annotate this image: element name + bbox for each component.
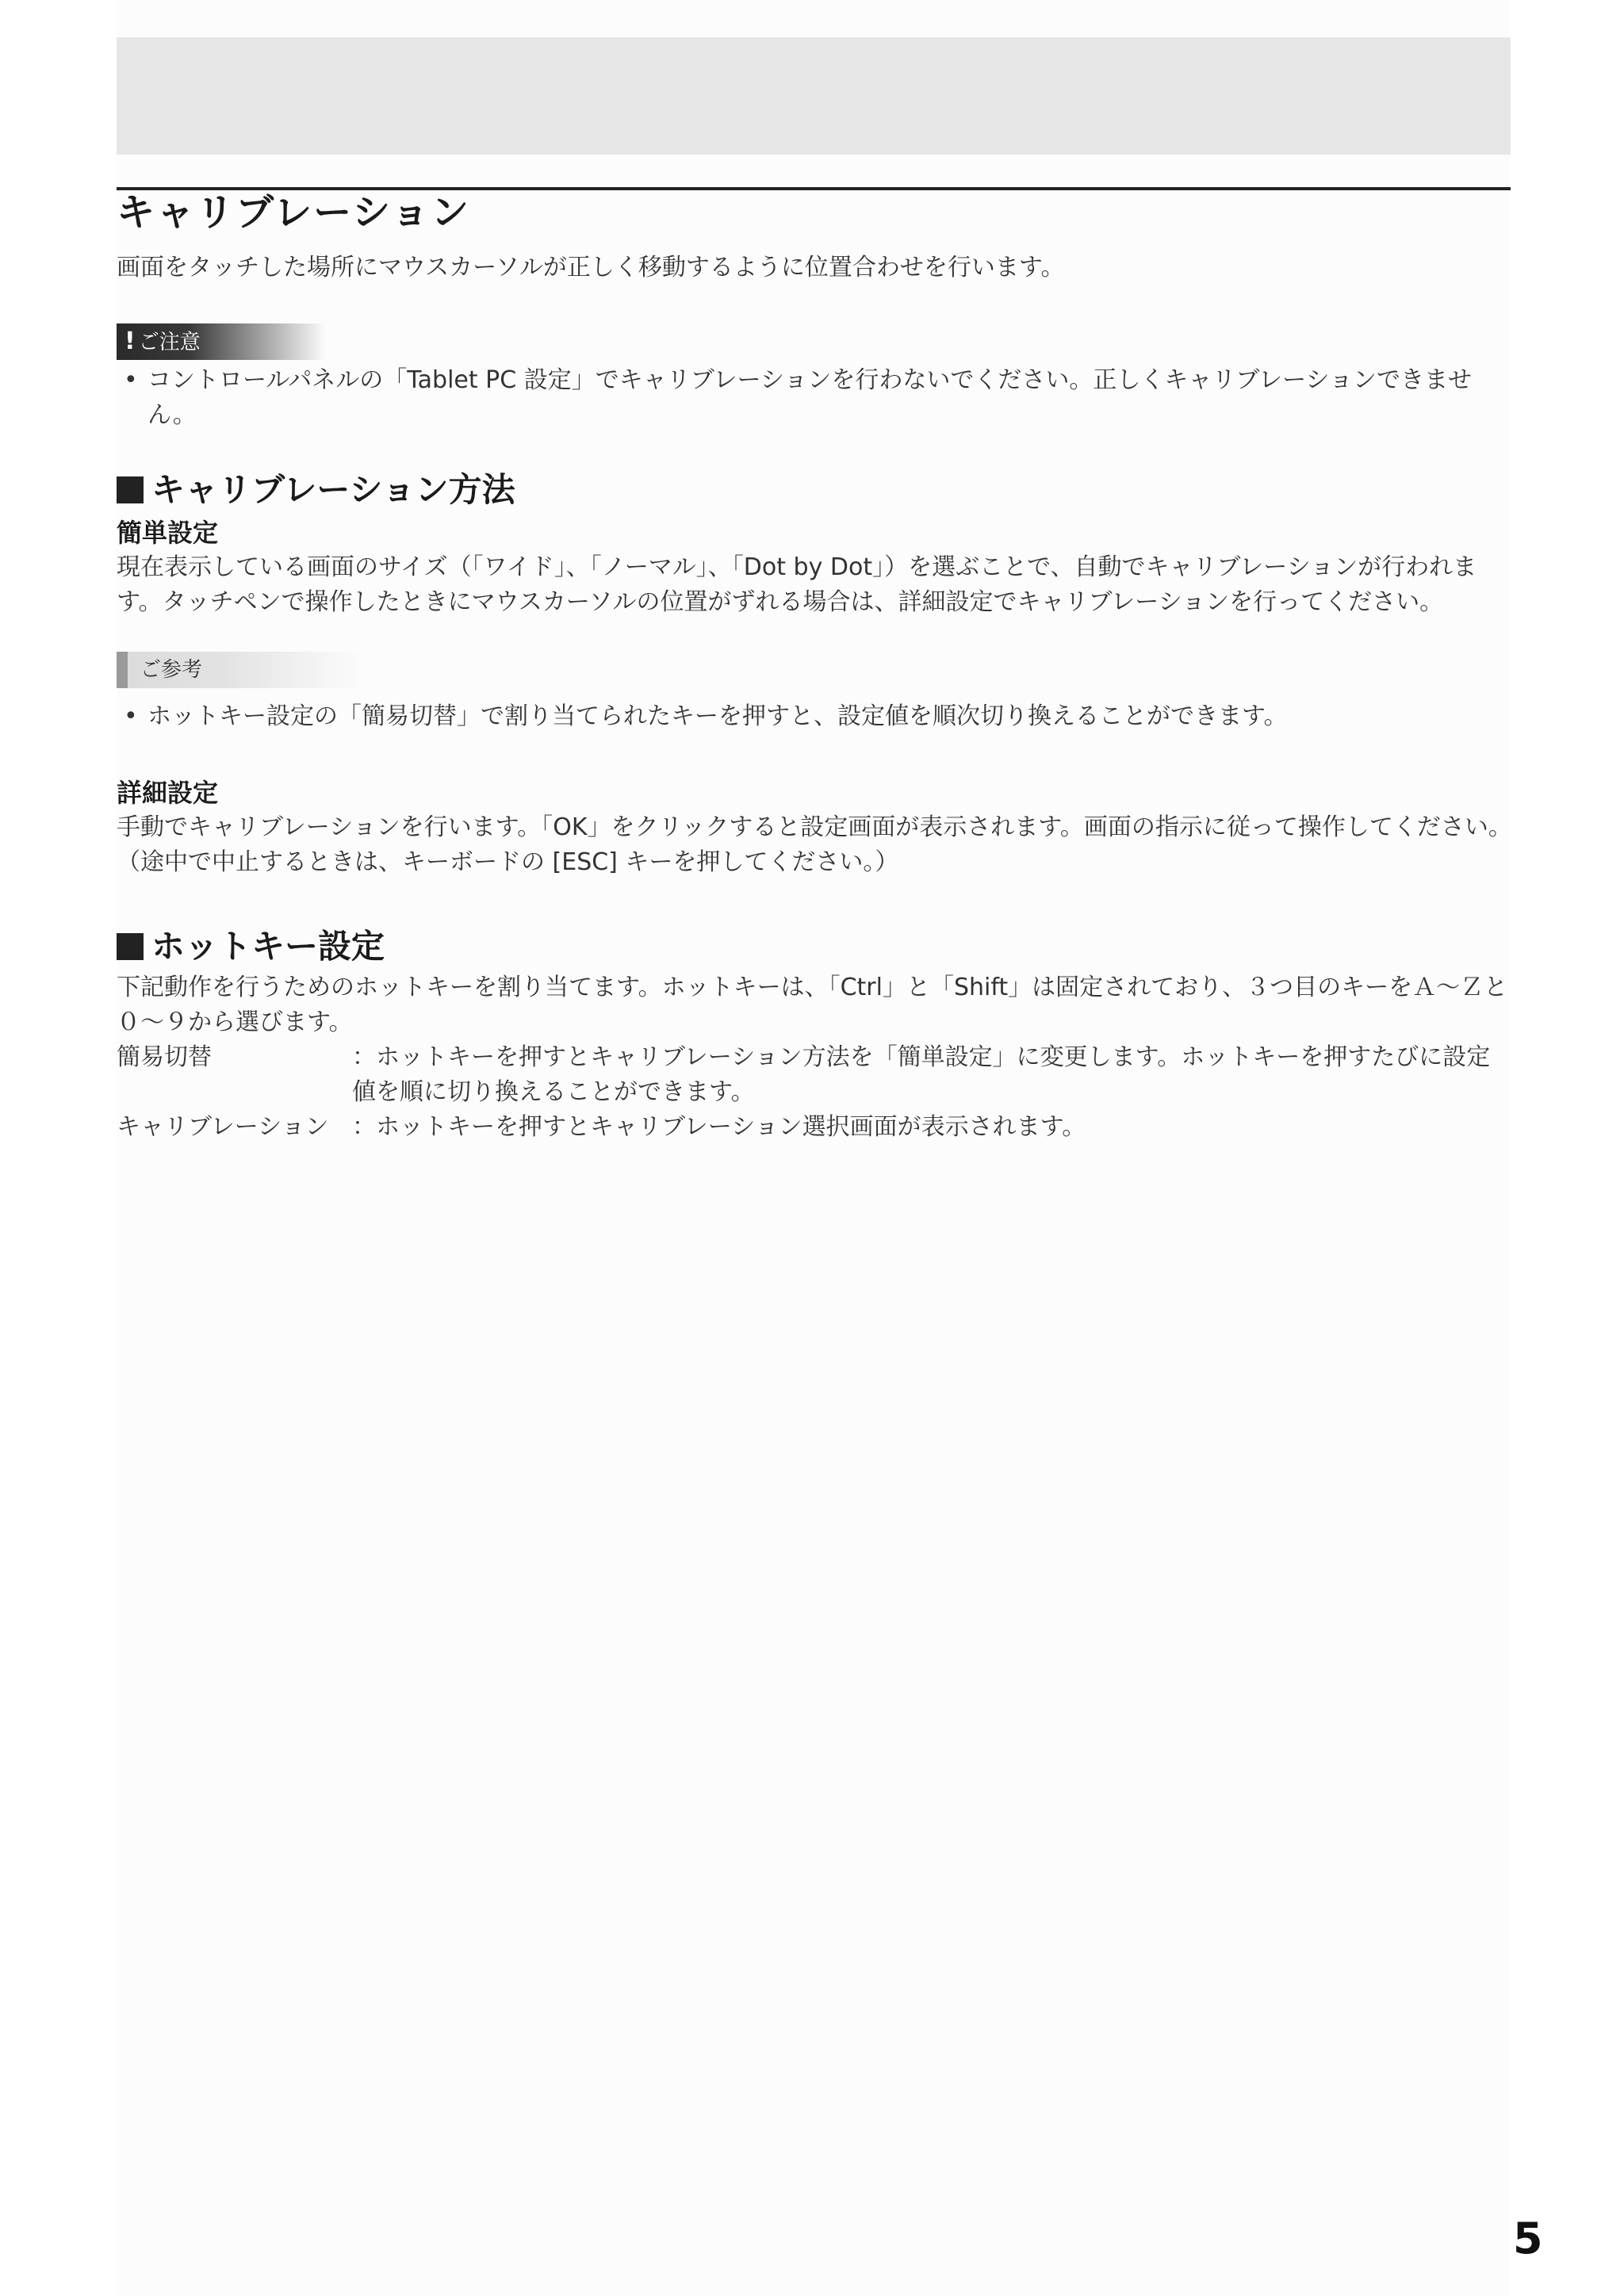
exclamation-icon: ! <box>124 327 136 355</box>
header-bar <box>117 37 1511 155</box>
hotkey-item-desc: ：ホットキーを押すとキャリブレーション選択画面が表示されます。 <box>352 1113 1086 1141</box>
hotkey-item <box>117 1040 1512 1110</box>
caution-label <box>117 323 326 360</box>
page-title: キャリブレーション <box>117 190 471 235</box>
hotkey-text: 下記動作を行うためのホットキーを割り当てます。ホットキーは、「Ctrl」と「Shift」は固定されており、３つ目のキーをＡ～Ｚと０～９から選びます。 <box>117 974 1508 1036</box>
detail-setting-text: 手動でキャリブレーションを行います。「OK」をクリックすると設定画面が表示されます。画面の指示に従って操作してください。（途中で中止するときは、キーボードの [ESC] キーを押してください。） <box>117 813 1512 876</box>
caution-bullet <box>124 363 1511 433</box>
reference-label: ご参考 <box>117 652 362 688</box>
simple-setting-text: 現在表示している画面のサイズ（「ワイド」、「ノーマル」、「Dot by Dot」）を選ぶことで、自動でキャリブレーションが行われます。タッチペンで操作したときにマウスカーソルの位置がずれる場合は、詳細設定でキャリブレーションを行ってください。 <box>117 553 1477 616</box>
square-bullet-icon <box>117 476 144 503</box>
reference-bullet-text: ホットキー設定の「簡易切替」で割り当てられたキーを押すと、設定値を順次切り換えることができます。 <box>147 702 1288 730</box>
intro-text: 画面をタッチした場所にマウスカーソルが正しく移動するように位置合わせを行います。 <box>117 254 1065 281</box>
reference-bullet <box>124 699 1511 734</box>
hotkey-heading-text: ホットキー設定 <box>151 927 385 966</box>
hotkey-item <box>117 1110 1512 1145</box>
method-heading-text: キャリブレーション方法 <box>151 470 515 509</box>
detail-setting-heading: 詳細設定 <box>117 778 219 808</box>
bullet-icon: • <box>124 702 138 730</box>
hotkey-heading <box>117 924 385 969</box>
hotkey-item-term: キャリブレーション <box>117 1113 329 1141</box>
page-number: 5 <box>1513 2214 1543 2263</box>
method-heading <box>117 468 515 512</box>
hotkey-item-term: 簡易切替 <box>117 1043 212 1071</box>
simple-setting-heading: 簡単設定 <box>117 518 219 548</box>
bullet-icon: • <box>124 366 138 394</box>
caution-bullet-text: コントロールパネルの「Tablet PC 設定」でキャリブレーションを行わないでください。正しくキャリブレーションできません。 <box>147 366 1472 429</box>
hotkey-item-desc: ：ホットキーを押すとキャリブレーション方法を「簡単設定」に変更します。ホットキーを押すたびに設定値を順に切り換えることができます。 <box>352 1043 1491 1106</box>
caution-label-text: ご注意 <box>138 331 201 354</box>
square-bullet-icon <box>117 933 144 960</box>
